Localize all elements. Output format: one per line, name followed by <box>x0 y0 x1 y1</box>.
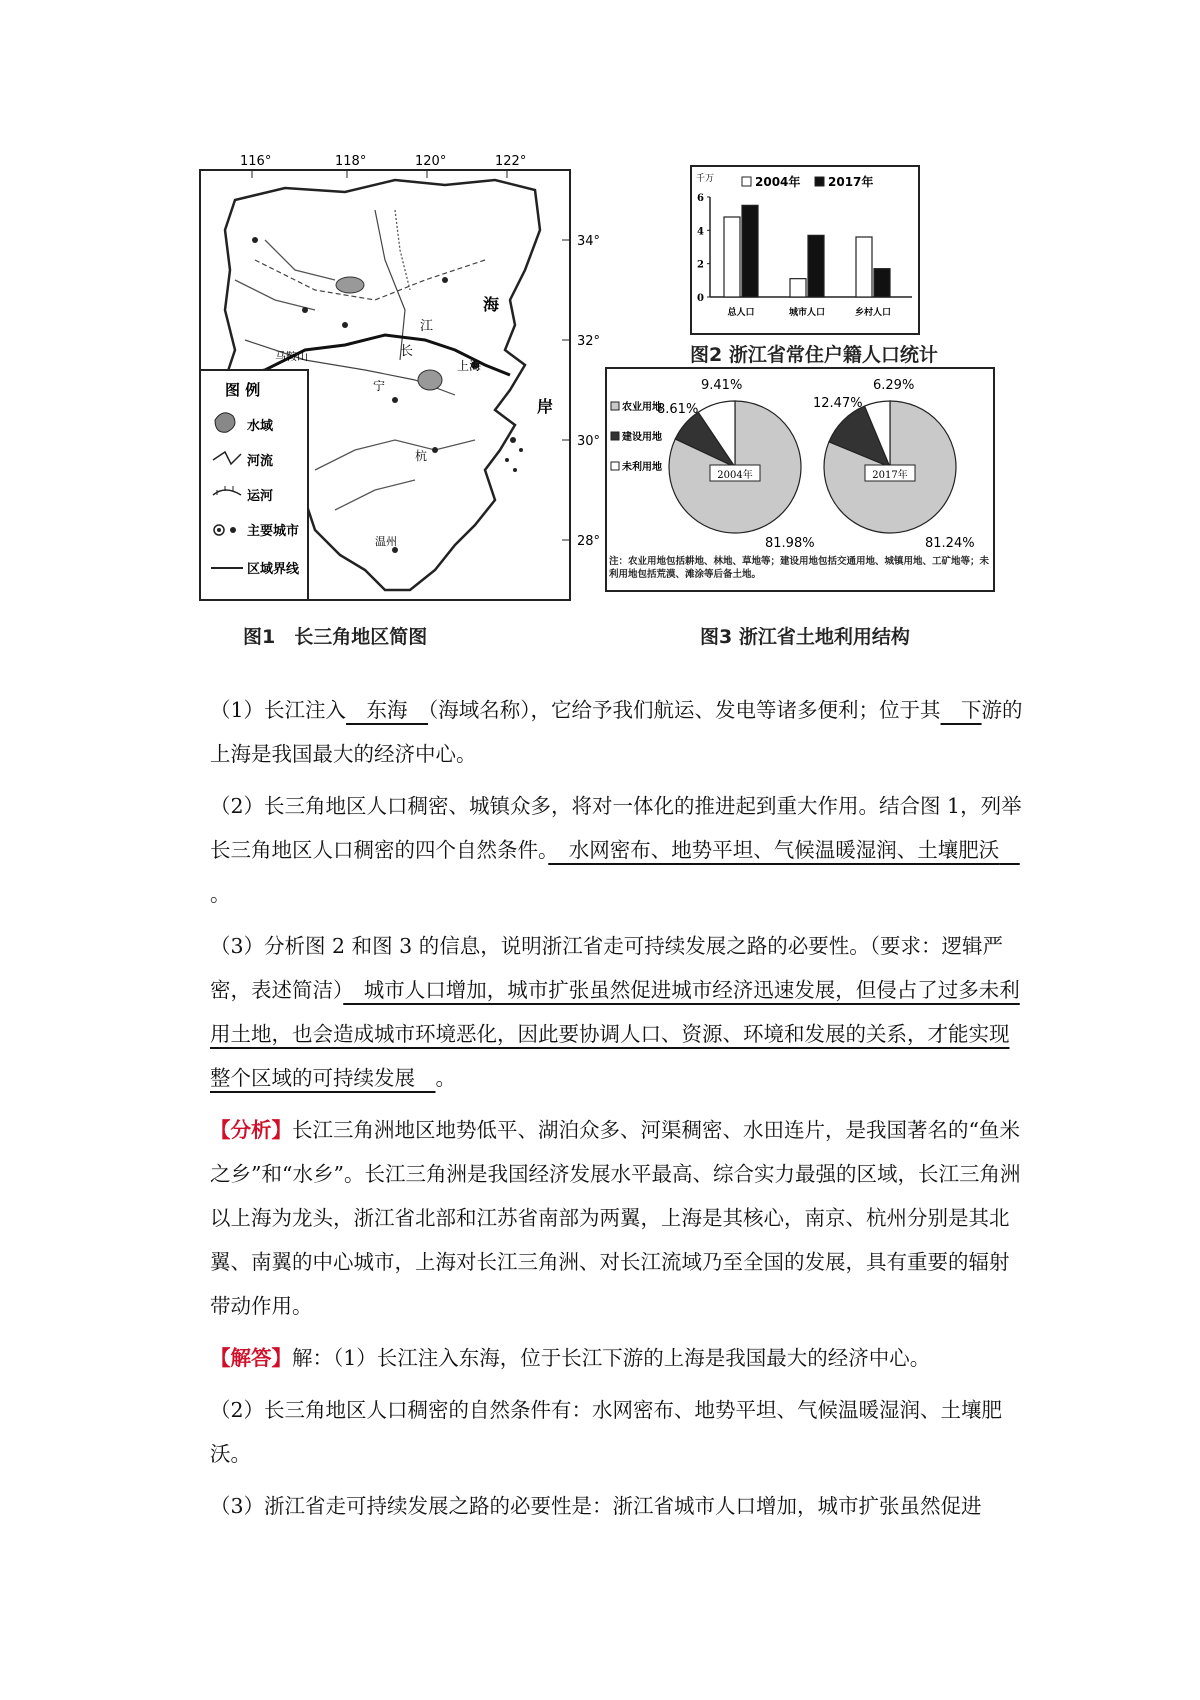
category-label: 乡村人口 <box>854 308 892 318</box>
y-tick-label: 2 <box>697 259 704 271</box>
solution-section <box>210 1336 1025 1380</box>
lake <box>418 370 442 390</box>
y-tick-label: 4 <box>697 226 704 238</box>
q3-text: （3）分析图 2 和图 3 的信息，说明浙江省走可持续发展之路的必要性。（要求：逻辑严密，表述简洁） <box>210 934 1003 1002</box>
bar-2017年-总人口 <box>742 205 758 297</box>
document-body <box>210 688 1025 1528</box>
lon-label: 116° <box>240 154 272 169</box>
city-marker <box>432 447 438 453</box>
lat-label: 28° <box>577 534 601 549</box>
city-marker <box>302 307 308 313</box>
question-3 <box>210 924 1025 1100</box>
city-marker <box>392 397 398 403</box>
lat-label: 32° <box>577 334 601 349</box>
q1-answer-2: 下 <box>940 698 982 722</box>
legend-entry: 未利用地 <box>622 462 662 473</box>
q3-answer: 城市人口增加，城市扩张虽然促进城市经济迅速发展，但侵占了过多未利用土地，也会造成城市环境恶化，因此要协调人口、资源、环境和发展的关系，才能实现整个区域的可持续发展 <box>210 978 1020 1090</box>
category-label: 城市人口 <box>788 308 826 318</box>
solution-line-1: 解：（1）长江注入东海，位于长江下游的上海是我国最大的经济中心。 <box>292 1346 931 1370</box>
sea-label: 海 <box>483 295 500 314</box>
legend-item: 区域界线 <box>247 562 300 577</box>
q2-end: 。 <box>210 882 231 906</box>
city-marker <box>342 322 348 328</box>
city-label: 马鞍山 <box>275 350 308 363</box>
bar-2004年-乡村人口 <box>856 237 872 297</box>
legend-item: 主要城市 <box>247 524 300 539</box>
legend-entry: 2004年 <box>755 175 801 189</box>
legend-entry: 农业用地 <box>622 402 662 413</box>
q1-text-c: 游的上海是我国最大的经济中心。 <box>210 698 1023 766</box>
legend-item: 河流 <box>247 454 274 469</box>
lat-label: 30° <box>577 434 601 449</box>
lon-label: 118° <box>335 154 367 169</box>
analysis-text: 长江三角洲地区地势低平、湖泊众多、河渠稠密、水田连片，是我国著名的“鱼米之乡”和“水乡”。长江三角洲是我国经济发展水平最高、综合实力最强的区域，长江三角洲以上海为龙头，浙江省北部和江苏省南部为两翼，上海是其核心，南京、杭州分别是其北翼、南翼的中心城市，上海对长江三角洲、对长江流域乃至全国的发展，具有重要的辐射带动作用。 <box>210 1118 1021 1318</box>
legend-entry: 建设用地 <box>622 432 662 443</box>
city-label: 长 <box>400 344 414 359</box>
bar-2017年-乡村人口 <box>874 269 890 297</box>
solution-tag: 【解答】 <box>210 1346 292 1370</box>
question-1 <box>210 688 1025 776</box>
analysis-tag: 【分析】 <box>210 1118 292 1142</box>
city-label: 宁 <box>373 379 386 393</box>
figure-2-bar-chart <box>690 165 920 335</box>
figure-3-pie-charts <box>605 367 995 592</box>
city-label: 杭 <box>415 449 428 463</box>
figure-3-caption: 图3 浙江省土地利用结构 <box>700 626 910 648</box>
q2-answer: 水网密布、地势平坦、气候温暖湿润、土壤肥沃 <box>548 838 1020 862</box>
pie-percent-label: 81.98% <box>765 536 815 551</box>
q2-text: （2）长三角地区人口稠密、城镇众多，将对一体化的推进起到重大作用。结合图 1，列举长三角地区人口稠密的四个自然条件。 <box>210 794 1022 862</box>
y-axis-unit: 千万 <box>696 174 715 184</box>
legend-entry: 2017年 <box>828 175 874 189</box>
solution-line-3: （3）浙江省走可持续发展之路的必要性是：浙江省城市人口增加，城市扩张虽然促进 <box>210 1494 982 1518</box>
pie-percent-label: 81.24% <box>925 536 975 551</box>
city-label: 江 <box>420 319 434 334</box>
figure-3-note: 注：农业用地包括耕地、林地、草地等；建设用地包括交通用地、城镇用地、工矿地等；未利用地包括荒漠、滩涂等后备土地。 <box>609 556 990 580</box>
y-tick-label: 0 <box>697 293 704 304</box>
legend-title: 图 例 <box>225 381 261 399</box>
pie-percent-label: 9.41% <box>701 378 743 393</box>
bar-2017年-城市人口 <box>808 235 824 297</box>
analysis-section <box>210 1108 1025 1328</box>
pie-year-label: 2017年 <box>872 470 908 481</box>
map-legend <box>200 370 308 600</box>
category-label: 总人口 <box>727 308 755 318</box>
bar-2004年-总人口 <box>724 217 740 297</box>
pie-percent-label: 12.47% <box>813 396 863 411</box>
q3-end: 。 <box>435 1066 456 1090</box>
pie-percent-label: 6.29% <box>873 378 915 393</box>
solution-line-2: （2）长三角地区人口稠密的自然条件有：水网密布、地势平坦、气候温暖湿润、土壤肥沃。 <box>210 1398 1003 1466</box>
lat-label: 34° <box>577 234 601 249</box>
lake <box>336 277 364 293</box>
city-marker <box>252 237 258 243</box>
question-2 <box>210 784 1025 916</box>
figure-1-map <box>195 150 615 620</box>
figure-2-caption: 图2 浙江省常住户籍人口统计 <box>690 344 938 366</box>
legend-item: 水域 <box>247 419 274 434</box>
pie-percent-label: 8.61% <box>657 402 699 417</box>
q1-text-a: （1）长江注入 <box>210 698 347 722</box>
city-marker <box>442 277 448 283</box>
bar-2004年-城市人口 <box>790 279 806 297</box>
q1-text-b: （海域名称），它给予我们航运、发电等诸多便利；位于其 <box>428 698 941 722</box>
q1-answer-1: 东海 <box>346 698 429 722</box>
figure-1-caption: 图1 长三角地区简图 <box>243 626 428 648</box>
city-label: 温州 <box>375 535 397 548</box>
sea-label: 岸 <box>537 397 554 416</box>
lon-label: 122° <box>495 154 527 169</box>
legend-item: 运河 <box>247 489 274 504</box>
y-tick-label: 6 <box>697 193 704 204</box>
city-label: 上海 <box>457 359 482 373</box>
lon-label: 120° <box>415 154 447 169</box>
pie-year-label: 2004年 <box>717 470 753 481</box>
